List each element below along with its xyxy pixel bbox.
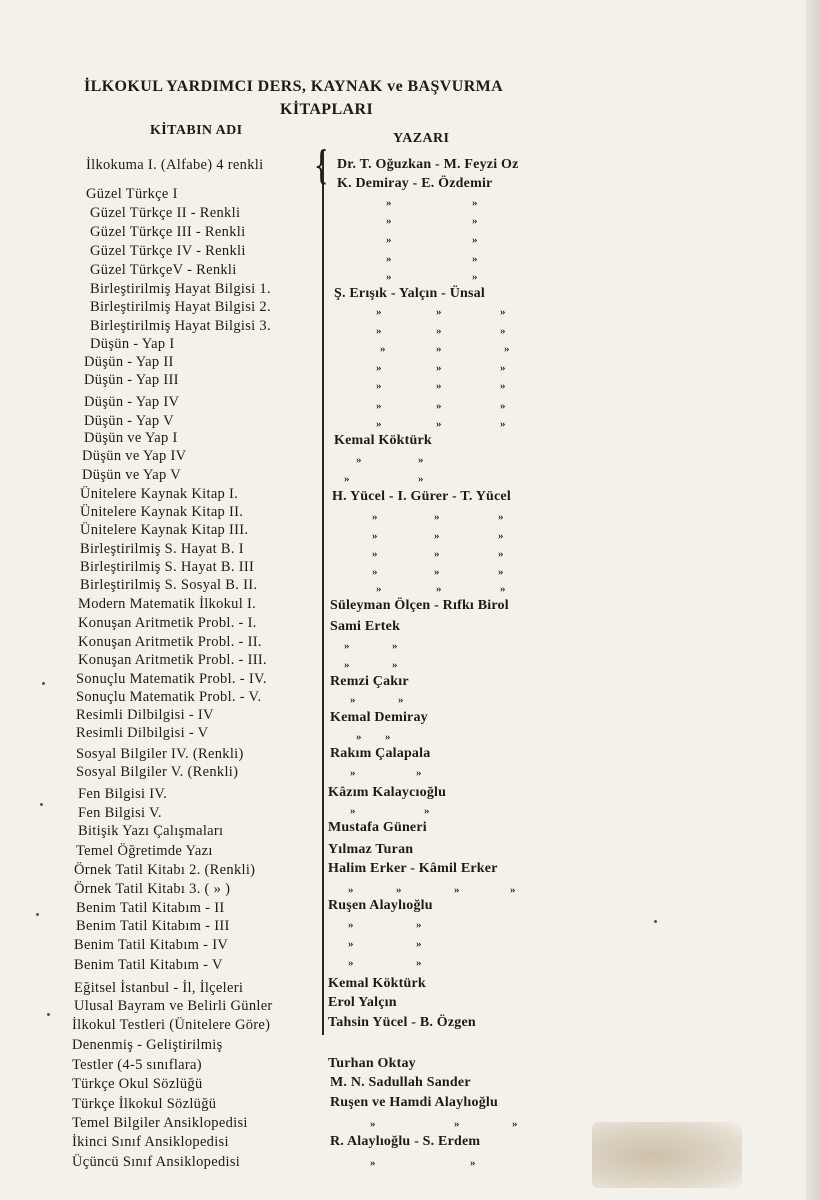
- ditto-mark: »: [348, 938, 354, 950]
- book-title: Bitişik Yazı Çalışmaları: [78, 823, 224, 839]
- paper-stain: [592, 1122, 742, 1188]
- book-title: Resimli Dilbilgisi - V: [76, 725, 209, 741]
- book-title: Ünitelere Kaynak Kitap II.: [80, 504, 244, 520]
- ditto-mark: »: [376, 583, 382, 595]
- author-name: Halim Erker - Kâmil Erker: [328, 861, 498, 876]
- speck: [47, 1013, 50, 1016]
- ditto-mark: »: [376, 362, 382, 374]
- ditto-mark: »: [344, 473, 350, 485]
- book-title: Sosyal Bilgiler IV. (Renkli): [76, 746, 244, 762]
- ditto-mark: »: [500, 362, 506, 374]
- book-title: Düşün ve Yap V: [82, 467, 182, 483]
- author-name: Ş. Erışık - Yalçın - Ünsal: [334, 286, 485, 301]
- ditto-mark: »: [500, 306, 506, 318]
- author-name: Rakım Çalapala: [330, 746, 431, 761]
- book-title: Düşün - Yap I: [90, 336, 175, 352]
- book-title: Benim Tatil Kitabım - IV: [74, 937, 229, 953]
- book-title: Fen Bilgisi V.: [78, 805, 162, 821]
- author-name: Mustafa Güneri: [328, 820, 427, 835]
- ditto-mark: »: [436, 418, 442, 430]
- book-title: Resimli Dilbilgisi - IV: [76, 707, 214, 723]
- book-title: Türkçe Okul Sözlüğü: [72, 1076, 203, 1092]
- book-title: Örnek Tatil Kitabı 2. (Renkli): [74, 862, 256, 878]
- ditto-mark: »: [418, 454, 424, 466]
- ditto-mark: »: [454, 1118, 460, 1130]
- author-name: Kemal Köktürk: [334, 433, 432, 448]
- page-title: İLKOKUL YARDIMCI DERS, KAYNAK ve BAŞVURMA: [84, 78, 504, 95]
- ditto-mark: »: [344, 640, 350, 652]
- ditto-mark: »: [434, 566, 440, 578]
- book-title: Düşün ve Yap I: [84, 430, 178, 446]
- book-title: Güzel Türkçe III - Renkli: [90, 224, 246, 240]
- ditto-mark: »: [416, 767, 422, 779]
- ditto-mark: »: [372, 530, 378, 542]
- book-title: İkinci Sınıf Ansiklopedisi: [72, 1134, 229, 1150]
- ditto-mark: »: [418, 473, 424, 485]
- ditto-mark: »: [500, 583, 506, 595]
- ditto-mark: »: [386, 234, 392, 246]
- ditto-mark: »: [470, 1157, 476, 1169]
- book-title: Düşün - Yap IV: [84, 394, 180, 410]
- ditto-mark: »: [436, 362, 442, 374]
- book-title: Temel Öğretimde Yazı: [76, 843, 213, 859]
- ditto-mark: »: [396, 884, 402, 896]
- ditto-mark: »: [372, 548, 378, 560]
- ditto-mark: »: [356, 731, 362, 743]
- book-title: Denenmiş - Geliştirilmiş: [72, 1037, 223, 1053]
- book-title: Birleştirilmiş Hayat Bilgisi 2.: [90, 299, 271, 315]
- book-title: Güzel Türkçe I: [86, 186, 178, 202]
- book-title: Sosyal Bilgiler V. (Renkli): [76, 764, 239, 780]
- speck: [36, 913, 39, 916]
- ditto-mark: »: [472, 197, 478, 209]
- book-title: Örnek Tatil Kitabı 3. ( » ): [74, 881, 231, 897]
- book-title: İlkokul Testleri (Ünitelere Göre): [72, 1017, 271, 1033]
- ditto-mark: »: [376, 380, 382, 392]
- book-title: Eğitsel İstanbul - İl, İlçeleri: [74, 980, 244, 996]
- ditto-mark: »: [372, 566, 378, 578]
- author-name: M. N. Sadullah Sander: [330, 1075, 471, 1090]
- author-name: Dr. T. Oğuzkan - M. Feyzi Oz: [337, 157, 519, 172]
- ditto-mark: »: [500, 418, 506, 430]
- book-title: Düşün ve Yap IV: [82, 448, 187, 464]
- ditto-mark: »: [348, 919, 354, 931]
- ditto-mark: »: [380, 343, 386, 355]
- ditto-mark: »: [472, 253, 478, 265]
- book-title: Birleştirilmiş Hayat Bilgisi 3.: [90, 318, 271, 334]
- ditto-mark: »: [500, 380, 506, 392]
- book-title: Düşün - Yap V: [84, 413, 174, 429]
- ditto-mark: »: [376, 400, 382, 412]
- ditto-mark: »: [350, 805, 356, 817]
- ditto-mark: »: [386, 271, 392, 283]
- ditto-mark: »: [416, 957, 422, 969]
- book-title: Konuşan Aritmetik Probl. - II.: [78, 634, 262, 650]
- book-title: Düşün - Yap II: [84, 354, 174, 370]
- ditto-mark: »: [376, 306, 382, 318]
- author-name: Tahsin Yücel - B. Özgen: [328, 1015, 476, 1030]
- ditto-mark: »: [498, 566, 504, 578]
- page-title-line2: KİTAPLARI: [280, 101, 374, 118]
- book-title: Birleştirilmiş S. Sosyal B. II.: [80, 577, 258, 593]
- ditto-mark: »: [416, 938, 422, 950]
- ditto-mark: »: [350, 694, 356, 706]
- speck: [42, 682, 45, 685]
- book-title: Ulusal Bayram ve Belirli Günler: [74, 998, 273, 1014]
- ditto-mark: »: [436, 325, 442, 337]
- book-title: Ünitelere Kaynak Kitap III.: [80, 522, 249, 538]
- book-title: Birleştirilmiş S. Hayat B. III: [80, 559, 255, 575]
- brace-symbol: {: [313, 143, 329, 187]
- book-title: Sonuçlu Matematik Probl. - IV.: [76, 671, 267, 687]
- ditto-mark: »: [472, 271, 478, 283]
- book-title: Birleştirilmiş S. Hayat B. I: [80, 541, 244, 557]
- ditto-mark: »: [372, 511, 378, 523]
- ditto-mark: »: [498, 530, 504, 542]
- author-name: Kemal Köktürk: [328, 976, 426, 991]
- ditto-mark: »: [386, 253, 392, 265]
- author-name: Kemal Demiray: [330, 710, 428, 725]
- book-title: Konuşan Aritmetik Probl. - I.: [78, 615, 257, 631]
- ditto-mark: »: [498, 511, 504, 523]
- author-name: Sami Ertek: [330, 619, 401, 634]
- ditto-mark: »: [434, 530, 440, 542]
- book-title: Birleştirilmiş Hayat Bilgisi 1.: [90, 281, 271, 297]
- book-title: Benim Tatil Kitabım - V: [74, 957, 223, 973]
- ditto-mark: »: [344, 659, 350, 671]
- ditto-mark: »: [434, 511, 440, 523]
- ditto-mark: »: [392, 659, 398, 671]
- author-name: H. Yücel - I. Gürer - T. Yücel: [332, 489, 511, 504]
- ditto-mark: »: [370, 1118, 376, 1130]
- ditto-mark: »: [356, 454, 362, 466]
- ditto-mark: »: [500, 400, 506, 412]
- ditto-mark: »: [436, 583, 442, 595]
- book-title: Temel Bilgiler Ansiklopedisi: [72, 1115, 248, 1131]
- column-header-author: YAZARI: [393, 131, 450, 146]
- book-title: Testler (4-5 sınıflara): [72, 1057, 202, 1073]
- book-title: Konuşan Aritmetik Probl. - III.: [78, 652, 267, 668]
- ditto-mark: »: [436, 400, 442, 412]
- ditto-mark: »: [386, 215, 392, 227]
- ditto-mark: »: [385, 731, 391, 743]
- author-name: K. Demiray - E. Özdemir: [337, 176, 493, 191]
- ditto-mark: »: [500, 325, 506, 337]
- ditto-mark: »: [510, 884, 516, 896]
- ditto-mark: »: [398, 694, 404, 706]
- column-header-book: KİTABIN ADI: [150, 123, 243, 138]
- book-title: Sonuçlu Matematik Probl. - V.: [76, 689, 262, 705]
- book-title: Üçüncü Sınıf Ansiklopedisi: [72, 1154, 241, 1170]
- author-name: Erol Yalçın: [328, 995, 397, 1010]
- ditto-mark: »: [512, 1118, 518, 1130]
- ditto-mark: »: [472, 234, 478, 246]
- ditto-mark: »: [434, 548, 440, 560]
- ditto-mark: »: [436, 380, 442, 392]
- book-title: Benim Tatil Kitabım - III: [76, 918, 230, 934]
- author-name: Yılmaz Turan: [328, 842, 414, 857]
- ditto-mark: »: [350, 767, 356, 779]
- book-title: Güzel Türkçe IV - Renkli: [90, 243, 246, 259]
- author-name: Turhan Oktay: [328, 1056, 416, 1071]
- author-name: Ruşen ve Hamdi Alaylıoğlu: [330, 1095, 498, 1110]
- book-title: Güzel Türkçe II - Renkli: [90, 205, 241, 221]
- ditto-mark: »: [424, 805, 430, 817]
- ditto-mark: »: [472, 215, 478, 227]
- ditto-mark: »: [436, 306, 442, 318]
- ditto-mark: »: [348, 957, 354, 969]
- ditto-mark: »: [376, 325, 382, 337]
- ditto-mark: »: [370, 1157, 376, 1169]
- speck: [654, 920, 657, 923]
- book-title: Düşün - Yap III: [84, 372, 179, 388]
- author-name: R. Alaylıoğlu - S. Erdem: [330, 1134, 481, 1149]
- book-title: Ünitelere Kaynak Kitap I.: [80, 486, 239, 502]
- author-name: Ruşen Alaylıoğlu: [328, 898, 433, 913]
- book-title: Benim Tatil Kitabım - II: [76, 900, 225, 916]
- ditto-mark: »: [498, 548, 504, 560]
- book-title: Güzel TürkçeV - Renkli: [90, 262, 237, 278]
- book-title: Modern Matematik İlkokul I.: [78, 596, 257, 612]
- book-title: Türkçe İlkokul Sözlüğü: [72, 1096, 217, 1112]
- ditto-mark: »: [392, 640, 398, 652]
- book-title: Fen Bilgisi IV.: [78, 786, 168, 802]
- ditto-mark: »: [504, 343, 510, 355]
- ditto-mark: »: [454, 884, 460, 896]
- book-title: İlkokuma I. (Alfabe) 4 renkli: [86, 157, 264, 173]
- author-name: Remzi Çakır: [330, 674, 409, 689]
- ditto-mark: »: [436, 343, 442, 355]
- ditto-mark: »: [348, 884, 354, 896]
- author-name: Süleyman Ölçen - Rıfkı Birol: [330, 598, 509, 613]
- author-name: Kâzım Kalaycıoğlu: [328, 785, 447, 800]
- speck: [40, 803, 43, 806]
- ditto-mark: »: [386, 197, 392, 209]
- ditto-mark: »: [416, 919, 422, 931]
- ditto-mark: »: [376, 418, 382, 430]
